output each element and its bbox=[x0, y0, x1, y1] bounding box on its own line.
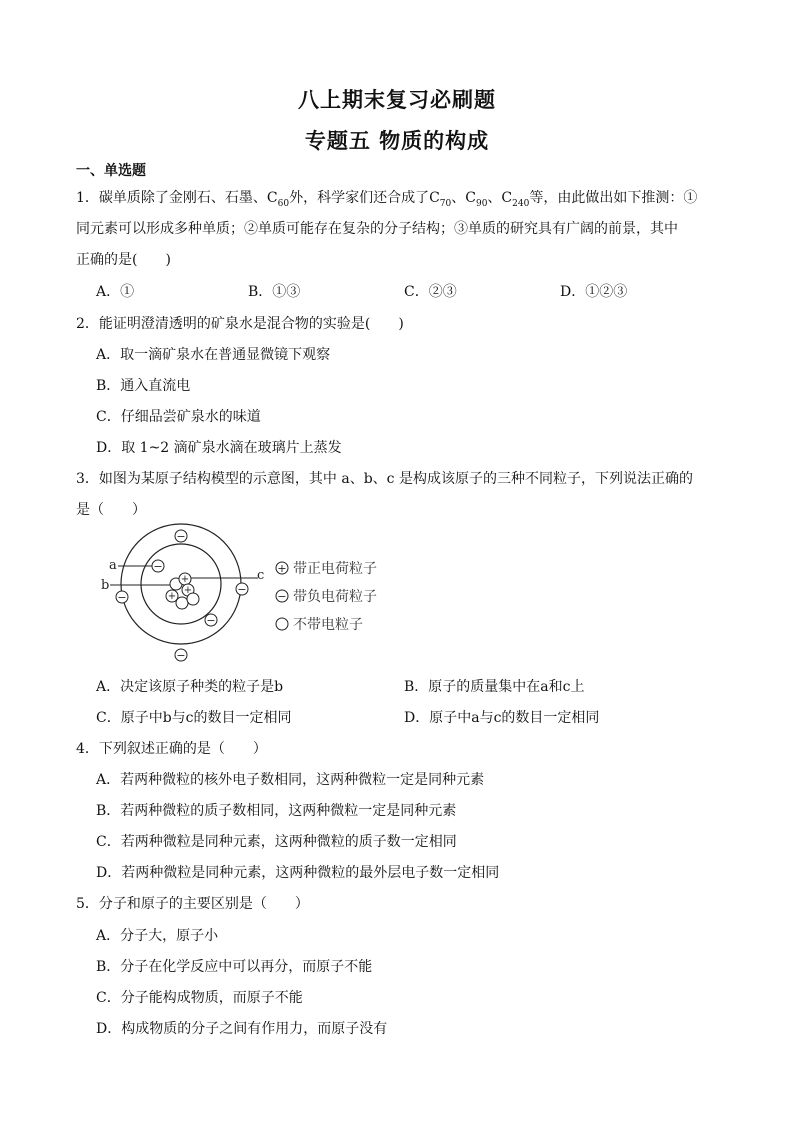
atom-structure-diagram bbox=[96, 522, 396, 667]
q1-option-b[interactable]: B．①③ bbox=[248, 284, 301, 300]
q4-option-b[interactable]: B．若两种微粒的质子数相同，这两种微粒一定是同种元素 bbox=[96, 803, 457, 819]
q2-option-a[interactable]: A．取一滴矿泉水在普通显微镜下观察 bbox=[96, 347, 331, 363]
svg-text:−: − bbox=[117, 591, 127, 604]
question-3-line-2: 是（ ） bbox=[76, 502, 146, 518]
subscript: 90 bbox=[475, 198, 488, 209]
q1-text: 等，由此做出如下推测：① bbox=[529, 190, 698, 206]
q1-option-c[interactable]: C．②③ bbox=[404, 284, 457, 300]
q3-option-d[interactable]: D．原子中a与c的数目一定相同 bbox=[404, 710, 600, 726]
q1-text: 、C bbox=[451, 190, 476, 206]
q5-option-c[interactable]: C．分子能构成物质，而原子不能 bbox=[96, 990, 303, 1006]
q5-option-a[interactable]: A．分子大，原子小 bbox=[96, 928, 219, 944]
electrons bbox=[116, 530, 248, 662]
q5-option-b[interactable]: B．分子在化学反应中可以再分，而原子不能 bbox=[96, 959, 373, 975]
svg-text:+: + bbox=[167, 591, 177, 602]
svg-text:−: − bbox=[176, 530, 186, 543]
question-1-line-2: 同元素可以形成多种单质；②单质可能存在复杂的分子结构；③单质的研究具有广阔的前景，其中 bbox=[76, 221, 678, 237]
q1-text: 外，科学家们还合成了C bbox=[289, 190, 440, 206]
svg-text:+: + bbox=[183, 585, 193, 596]
svg-text:−: − bbox=[237, 583, 247, 596]
subscript: 60 bbox=[277, 198, 290, 209]
legend-neutral: 不带电粒子 bbox=[293, 617, 363, 633]
question-1-line-1 bbox=[76, 187, 697, 209]
subscript: 240 bbox=[512, 198, 530, 209]
page-title: 八上期末复习必刷题 bbox=[298, 88, 496, 112]
q1-text: 1．碳单质除了金刚石、石墨、C bbox=[76, 190, 278, 206]
subscript: 70 bbox=[439, 198, 452, 209]
q2-option-b[interactable]: B．通入直流电 bbox=[96, 378, 191, 394]
q3-option-b[interactable]: B．原子的质量集中在a和c上 bbox=[404, 679, 585, 695]
question-4-stem: 4．下列叙述正确的是（ ） bbox=[76, 741, 267, 757]
label-a: a bbox=[109, 558, 117, 573]
q4-option-d[interactable]: D．若两种微粒是同种元素，这两种微粒的最外层电子数一定相同 bbox=[96, 865, 500, 881]
q4-option-a[interactable]: A．若两种微粒的核外电子数相同，这两种微粒一定是同种元素 bbox=[96, 772, 485, 788]
legend-negative: 带负电荷粒子 bbox=[293, 589, 377, 605]
svg-text:−: − bbox=[176, 649, 186, 662]
svg-text:+: + bbox=[180, 574, 190, 585]
q2-option-c[interactable]: C．仔细品尝矿泉水的味道 bbox=[96, 409, 261, 425]
svg-text:+: + bbox=[277, 562, 287, 575]
q4-option-c[interactable]: C．若两种微粒是同种元素，这两种微粒的质子数一定相同 bbox=[96, 834, 457, 850]
question-5-stem: 5．分子和原子的主要区别是（ ） bbox=[76, 896, 309, 912]
section-heading: 一、单选题 bbox=[76, 163, 146, 179]
q1-option-d[interactable]: D．①②③ bbox=[560, 284, 628, 300]
page-subtitle: 专题五 物质的构成 bbox=[304, 129, 490, 153]
label-b: b bbox=[101, 578, 110, 593]
legend-positive: 带正电荷粒子 bbox=[293, 561, 377, 577]
question-3-line-1: 3．如图为某原子结构模型的示意图，其中 a、b、c 是构成该原子的三种不同粒子，下列说法正确的 bbox=[76, 471, 693, 487]
q5-option-d[interactable]: D．构成物质的分子之间有作用力，而原子没有 bbox=[96, 1021, 388, 1037]
q3-option-a[interactable]: A．决定该原子种类的粒子是b bbox=[96, 679, 284, 695]
svg-text:−: − bbox=[277, 590, 287, 603]
label-c: c bbox=[257, 568, 265, 583]
question-2-stem: 2．能证明澄清透明的矿泉水是混合物的实验是( ) bbox=[76, 316, 404, 332]
q1-text: 、C bbox=[487, 190, 513, 206]
q3-option-c[interactable]: C．原子中b与c的数目一定相同 bbox=[96, 710, 292, 726]
svg-text:−: − bbox=[153, 560, 163, 573]
q1-option-a[interactable]: A．① bbox=[96, 284, 135, 300]
question-1-line-3: 正确的是( ) bbox=[76, 252, 171, 268]
q2-option-d[interactable]: D．取 1~2 滴矿泉水滴在玻璃片上蒸发 bbox=[96, 440, 342, 456]
diagram-legend bbox=[276, 560, 377, 633]
svg-text:−: − bbox=[206, 614, 216, 627]
